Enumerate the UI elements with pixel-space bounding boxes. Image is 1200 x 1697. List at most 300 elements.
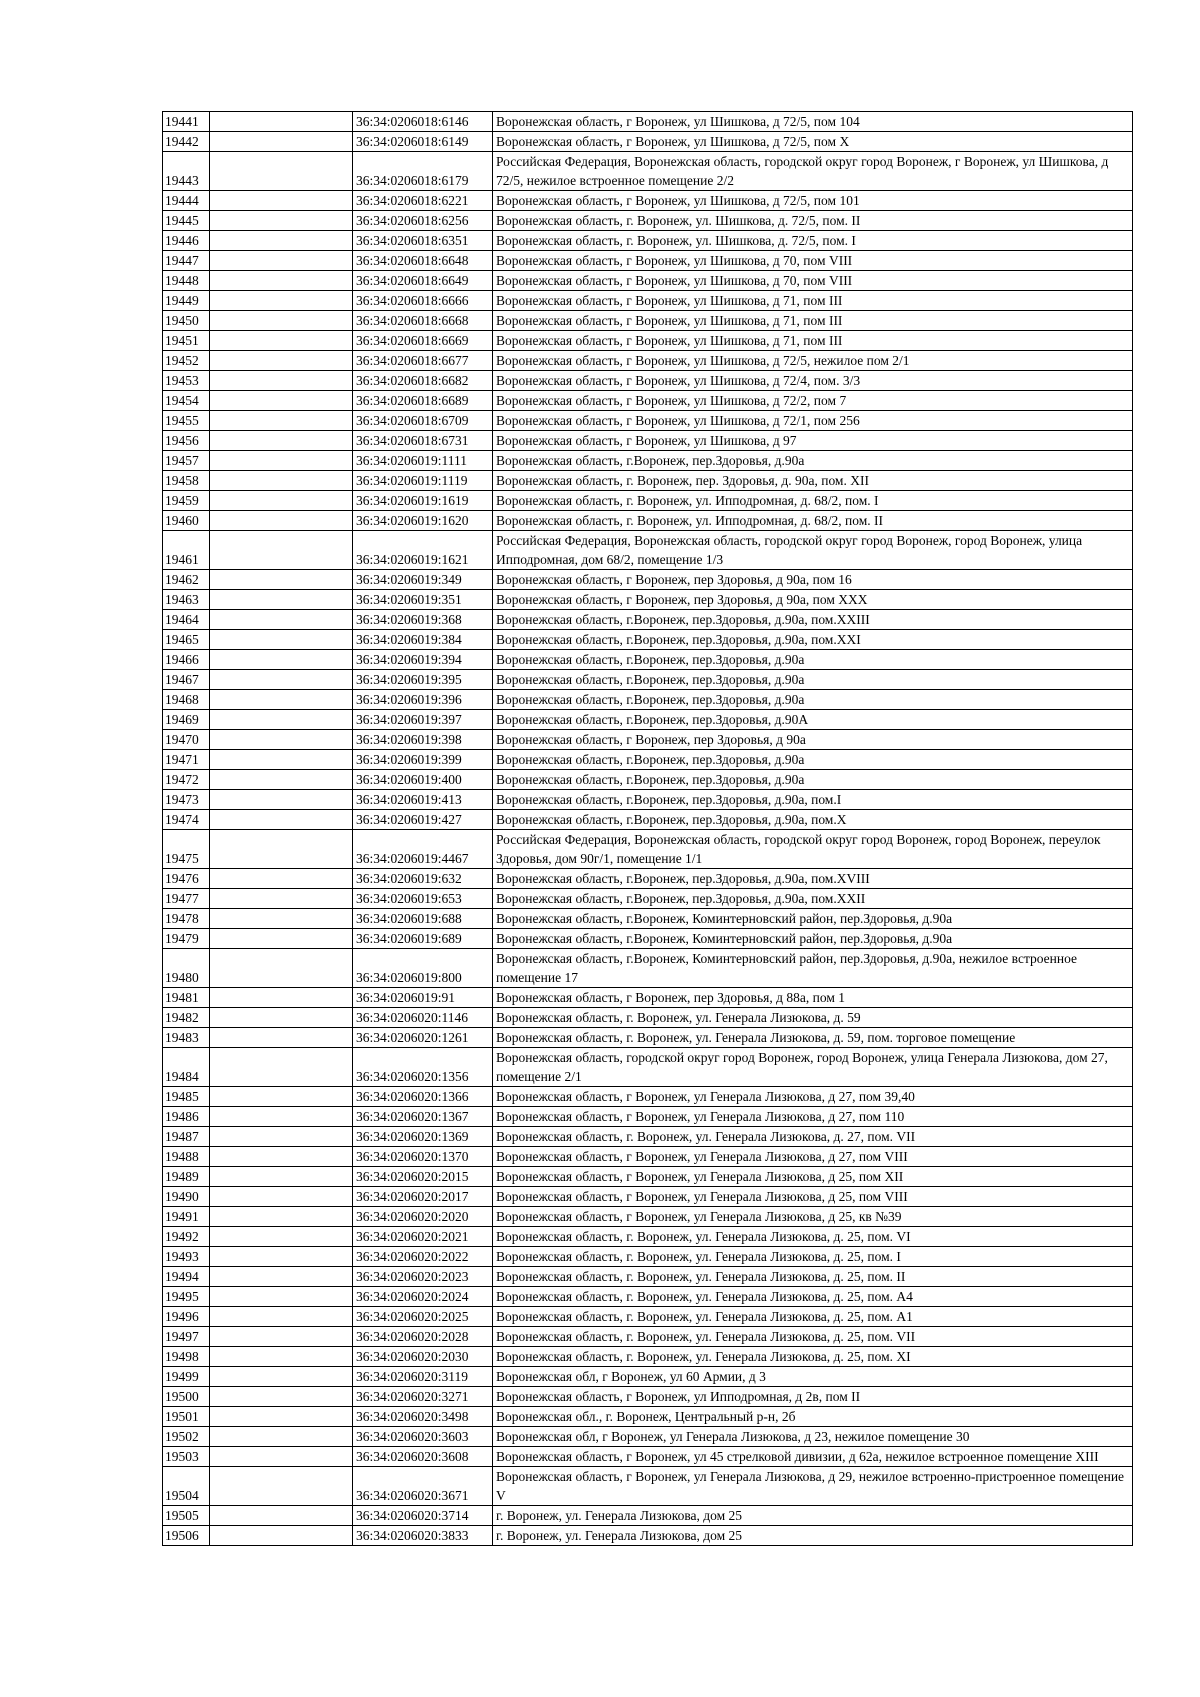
row-number-cell: 19451 [163, 331, 210, 351]
address-cell: Воронежская область, г Воронеж, ул Шишкова, д 70, пом VIII [493, 271, 1133, 291]
cadastral-number-cell: 36:34:0206019:413 [353, 790, 493, 810]
empty-cell [210, 431, 353, 451]
cadastral-number-cell: 36:34:0206019:689 [353, 929, 493, 949]
cadastral-number-cell: 36:34:0206019:384 [353, 630, 493, 650]
table-row [163, 949, 1133, 988]
cadastral-number-cell: 36:34:0206018:6677 [353, 351, 493, 371]
address-cell: Воронежская область, г. Воронеж, ул. Генерала Лизюкова, д. 25, пом. II [493, 1267, 1133, 1287]
empty-cell [210, 1247, 353, 1267]
row-number-cell: 19500 [163, 1387, 210, 1407]
empty-cell [210, 391, 353, 411]
address-cell: Воронежская область, г Воронеж, пер Здоровья, д 88а, пом 1 [493, 988, 1133, 1008]
table-row [163, 331, 1133, 351]
address-cell: Воронежская область, г. Воронеж, ул. Генерала Лизюкова, д. 25, пом. А4 [493, 1287, 1133, 1307]
address-cell: Воронежская область, г.Воронеж, пер.Здоровья, д.90а, пом.XXIII [493, 610, 1133, 630]
cadastral-number-cell: 36:34:0206018:6709 [353, 411, 493, 431]
empty-cell [210, 152, 353, 191]
table-row [163, 431, 1133, 451]
table-row [163, 411, 1133, 431]
address-cell: Воронежская область, г. Воронеж, ул. Генерала Лизюкова, д. 25, пом. VII [493, 1327, 1133, 1347]
address-cell: Воронежская обл., г. Воронеж, Центральный р-н, 2б [493, 1407, 1133, 1427]
table-row [163, 132, 1133, 152]
table-row [163, 1227, 1133, 1247]
cadastral-number-cell: 36:34:0206020:3714 [353, 1506, 493, 1526]
row-number-cell: 19453 [163, 371, 210, 391]
address-cell: Воронежская область, г Воронеж, ул Шишкова, д 72/5, нежилое пом 2/1 [493, 351, 1133, 371]
empty-cell [210, 371, 353, 391]
empty-cell [210, 670, 353, 690]
row-number-cell: 19444 [163, 191, 210, 211]
cadastral-number-cell: 36:34:0206019:398 [353, 730, 493, 750]
row-number-cell: 19497 [163, 1327, 210, 1347]
empty-cell [210, 211, 353, 231]
cadastral-number-cell: 36:34:0206020:2023 [353, 1267, 493, 1287]
empty-cell [210, 869, 353, 889]
row-number-cell: 19468 [163, 690, 210, 710]
cadastral-number-cell: 36:34:0206019:1620 [353, 511, 493, 531]
cadastral-number-cell: 36:34:0206019:688 [353, 909, 493, 929]
address-cell: Воронежская область, г.Воронеж, пер.Здоровья, д.90а, пом.XXII [493, 889, 1133, 909]
address-cell: Воронежская область, г.Воронеж, пер.Здоровья, д.90а [493, 750, 1133, 770]
address-cell: Воронежская область, г. Воронеж, ул. Ипподромная, д. 68/2, пом. II [493, 511, 1133, 531]
row-number-cell: 19486 [163, 1107, 210, 1127]
cadastral-number-cell: 36:34:0206019:632 [353, 869, 493, 889]
empty-cell [210, 949, 353, 988]
empty-cell [210, 929, 353, 949]
table-row [163, 1048, 1133, 1087]
table-row [163, 491, 1133, 511]
cadastral-number-cell: 36:34:0206018:6682 [353, 371, 493, 391]
empty-cell [210, 411, 353, 431]
row-number-cell: 19481 [163, 988, 210, 1008]
empty-cell [210, 710, 353, 730]
empty-cell [210, 112, 353, 132]
cadastral-number-cell: 36:34:0206019:1619 [353, 491, 493, 511]
cadastral-number-cell: 36:34:0206019:91 [353, 988, 493, 1008]
empty-cell [210, 770, 353, 790]
row-number-cell: 19464 [163, 610, 210, 630]
table-row [163, 590, 1133, 610]
cadastral-number-cell: 36:34:0206018:6666 [353, 291, 493, 311]
row-number-cell: 19502 [163, 1427, 210, 1447]
cadastral-number-cell: 36:34:0206020:2030 [353, 1347, 493, 1367]
empty-cell [210, 1307, 353, 1327]
cadastral-number-cell: 36:34:0206020:1370 [353, 1147, 493, 1167]
table-row [163, 710, 1133, 730]
empty-cell [210, 1127, 353, 1147]
address-cell: Российская Федерация, Воронежская область, городской округ город Воронеж, город Воронеж, переулок Здоровья, дом 90г/1, помещение 1/1 [493, 830, 1133, 869]
cadastral-number-cell: 36:34:0206020:3608 [353, 1447, 493, 1467]
row-number-cell: 19503 [163, 1447, 210, 1467]
empty-cell [210, 1427, 353, 1447]
table-row [163, 152, 1133, 191]
row-number-cell: 19480 [163, 949, 210, 988]
table-row [163, 690, 1133, 710]
address-cell: Воронежская область, г Воронеж, ул Шишкова, д 72/5, пом X [493, 132, 1133, 152]
row-number-cell: 19448 [163, 271, 210, 291]
address-cell: Воронежская область, г.Воронеж, пер.Здоровья, д.90а, пом.X [493, 810, 1133, 830]
table-row [163, 1167, 1133, 1187]
empty-cell [210, 1526, 353, 1546]
address-cell: Воронежская область, г Воронеж, ул Генерала Лизюкова, д 27, пом VIII [493, 1147, 1133, 1167]
table-row [163, 112, 1133, 132]
address-cell: Воронежская область, г. Воронеж, ул. Генерала Лизюкова, д. 59, пом. торговое помещение [493, 1028, 1133, 1048]
row-number-cell: 19483 [163, 1028, 210, 1048]
row-number-cell: 19467 [163, 670, 210, 690]
cadastral-number-cell: 36:34:0206019:351 [353, 590, 493, 610]
address-cell: Воронежская область, г Воронеж, ул Генерала Лизюкова, д 29, нежилое встроенно-пристроенное помещение V [493, 1467, 1133, 1506]
cadastral-number-cell: 36:34:0206019:1119 [353, 471, 493, 491]
address-cell: Воронежская область, г. Воронеж, ул. Генерала Лизюкова, д. 25, пом. XI [493, 1347, 1133, 1367]
address-cell: Воронежская область, г Воронеж, ул Шишкова, д 72/2, пом 7 [493, 391, 1133, 411]
empty-cell [210, 610, 353, 630]
row-number-cell: 19465 [163, 630, 210, 650]
address-cell: Воронежская обл, г Воронеж, ул Генерала Лизюкова, д 23, нежилое помещение 30 [493, 1427, 1133, 1447]
table-row [163, 630, 1133, 650]
table-row [163, 929, 1133, 949]
row-number-cell: 19496 [163, 1307, 210, 1327]
empty-cell [210, 1187, 353, 1207]
empty-cell [210, 331, 353, 351]
cadastral-number-cell: 36:34:0206020:2020 [353, 1207, 493, 1227]
table-row [163, 1127, 1133, 1147]
table-row [163, 830, 1133, 869]
table-row [163, 670, 1133, 690]
address-cell: Воронежская область, г Воронеж, ул Шишкова, д 70, пом VIII [493, 251, 1133, 271]
table-row [163, 1407, 1133, 1427]
address-cell: Воронежская область, г Воронеж, ул Шишкова, д 71, пом III [493, 291, 1133, 311]
table-row [163, 570, 1133, 590]
table-row [163, 1147, 1133, 1167]
cadastral-number-cell: 36:34:0206020:1367 [353, 1107, 493, 1127]
row-number-cell: 19493 [163, 1247, 210, 1267]
cadastral-number-cell: 36:34:0206020:2021 [353, 1227, 493, 1247]
row-number-cell: 19455 [163, 411, 210, 431]
address-cell: Воронежская область, г.Воронеж, пер.Здоровья, д.90а [493, 650, 1133, 670]
empty-cell [210, 471, 353, 491]
row-number-cell: 19443 [163, 152, 210, 191]
empty-cell [210, 1447, 353, 1467]
address-cell: Воронежская область, г. Воронеж, ул. Генерала Лизюкова, д. 25, пом. I [493, 1247, 1133, 1267]
address-cell: Воронежская область, г. Воронеж, ул. Ипподромная, д. 68/2, пом. I [493, 491, 1133, 511]
cadastral-number-cell: 36:34:0206019:394 [353, 650, 493, 670]
table-row [163, 1327, 1133, 1347]
row-number-cell: 19501 [163, 1407, 210, 1427]
address-cell: Воронежская область, г. Воронеж, ул. Генерала Лизюкова, д. 25, пом. А1 [493, 1307, 1133, 1327]
table-row [163, 371, 1133, 391]
row-number-cell: 19458 [163, 471, 210, 491]
empty-cell [210, 1147, 353, 1167]
empty-cell [210, 690, 353, 710]
address-cell: Воронежская область, г.Воронеж, Коминтерновский район, пер.Здоровья, д.90а, нежилое встроенное помещение 17 [493, 949, 1133, 988]
empty-cell [210, 1207, 353, 1227]
cadastral-number-cell: 36:34:0206019:1111 [353, 451, 493, 471]
address-cell: Воронежская область, г Воронеж, ул Генерала Лизюкова, д 25, пом VIII [493, 1187, 1133, 1207]
empty-cell [210, 730, 353, 750]
empty-cell [210, 590, 353, 610]
empty-cell [210, 909, 353, 929]
row-number-cell: 19506 [163, 1526, 210, 1546]
row-number-cell: 19485 [163, 1087, 210, 1107]
cadastral-number-cell: 36:34:0206020:3119 [353, 1367, 493, 1387]
address-cell: Воронежская область, г.Воронеж, пер.Здоровья, д.90а [493, 670, 1133, 690]
table-row [163, 391, 1133, 411]
table-row [163, 511, 1133, 531]
cadastral-number-cell: 36:34:0206018:6648 [353, 251, 493, 271]
cadastral-number-cell: 36:34:0206020:2017 [353, 1187, 493, 1207]
address-cell: Воронежская область, г Воронеж, ул Шишкова, д 72/1, пом 256 [493, 411, 1133, 431]
table-row [163, 1526, 1133, 1546]
empty-cell [210, 830, 353, 869]
cadastral-number-cell: 36:34:0206019:349 [353, 570, 493, 590]
table-row [163, 471, 1133, 491]
address-cell: Воронежская область, г. Воронеж, пер. Здоровья, д. 90а, пом. XII [493, 471, 1133, 491]
empty-cell [210, 988, 353, 1008]
cadastral-number-cell: 36:34:0206018:6221 [353, 191, 493, 211]
table-row [163, 1008, 1133, 1028]
address-cell: Воронежская область, г Воронеж, ул Генерала Лизюкова, д 25, кв №39 [493, 1207, 1133, 1227]
cadastral-number-cell: 36:34:0206018:6669 [353, 331, 493, 351]
cadastral-number-cell: 36:34:0206019:653 [353, 889, 493, 909]
table-row [163, 610, 1133, 630]
cadastral-number-cell: 36:34:0206020:3833 [353, 1526, 493, 1546]
empty-cell [210, 1287, 353, 1307]
empty-cell [210, 311, 353, 331]
table-row [163, 750, 1133, 770]
table-row [163, 869, 1133, 889]
table-row [163, 1347, 1133, 1367]
cadastral-number-cell: 36:34:0206020:2028 [353, 1327, 493, 1347]
empty-cell [210, 1107, 353, 1127]
row-number-cell: 19472 [163, 770, 210, 790]
table-row [163, 311, 1133, 331]
cadastral-number-cell: 36:34:0206018:6351 [353, 231, 493, 251]
cadastral-number-cell: 36:34:0206018:6179 [353, 152, 493, 191]
row-number-cell: 19463 [163, 590, 210, 610]
cadastral-number-cell: 36:34:0206020:3603 [353, 1427, 493, 1447]
row-number-cell: 19460 [163, 511, 210, 531]
cadastral-number-cell: 36:34:0206019:399 [353, 750, 493, 770]
address-cell: г. Воронеж, ул. Генерала Лизюкова, дом 25 [493, 1506, 1133, 1526]
row-number-cell: 19477 [163, 889, 210, 909]
table-row [163, 1387, 1133, 1407]
row-number-cell: 19476 [163, 869, 210, 889]
address-cell: Воронежская область, г. Воронеж, ул. Генерала Лизюкова, д. 27, пом. VII [493, 1127, 1133, 1147]
cadastral-number-cell: 36:34:0206020:2025 [353, 1307, 493, 1327]
cadastral-number-cell: 36:34:0206020:2022 [353, 1247, 493, 1267]
table-row [163, 1028, 1133, 1048]
row-number-cell: 19469 [163, 710, 210, 730]
table-row [163, 1287, 1133, 1307]
address-cell: Воронежская область, г Воронеж, ул Генерала Лизюкова, д 25, пом XII [493, 1167, 1133, 1187]
property-registry-body [163, 112, 1133, 1546]
cadastral-number-cell: 36:34:0206020:1356 [353, 1048, 493, 1087]
address-cell: Воронежская область, г.Воронеж, Коминтерновский район, пер.Здоровья, д.90а [493, 909, 1133, 929]
cadastral-number-cell: 36:34:0206020:2024 [353, 1287, 493, 1307]
cadastral-number-cell: 36:34:0206018:6149 [353, 132, 493, 152]
row-number-cell: 19447 [163, 251, 210, 271]
address-cell: Воронежская область, г Воронеж, ул Шишкова, д 71, пом III [493, 331, 1133, 351]
row-number-cell: 19494 [163, 1267, 210, 1287]
table-row [163, 1427, 1133, 1447]
cadastral-number-cell: 36:34:0206018:6731 [353, 431, 493, 451]
row-number-cell: 19466 [163, 650, 210, 670]
empty-cell [210, 1367, 353, 1387]
row-number-cell: 19499 [163, 1367, 210, 1387]
cadastral-number-cell: 36:34:0206020:1146 [353, 1008, 493, 1028]
row-number-cell: 19492 [163, 1227, 210, 1247]
empty-cell [210, 1008, 353, 1028]
row-number-cell: 19442 [163, 132, 210, 152]
row-number-cell: 19441 [163, 112, 210, 132]
row-number-cell: 19487 [163, 1127, 210, 1147]
empty-cell [210, 491, 353, 511]
empty-cell [210, 1167, 353, 1187]
address-cell: Российская Федерация, Воронежская область, городской округ город Воронеж, г Воронеж, ул Шишкова, д 72/5, нежилое встроенное помещение 2/2 [493, 152, 1133, 191]
row-number-cell: 19452 [163, 351, 210, 371]
address-cell: Воронежская область, г.Воронеж, пер.Здоровья, д.90А [493, 710, 1133, 730]
cadastral-number-cell: 36:34:0206020:3271 [353, 1387, 493, 1407]
row-number-cell: 19456 [163, 431, 210, 451]
table-row [163, 271, 1133, 291]
address-cell: Воронежская область, г Воронеж, ул Шишкова, д 71, пом III [493, 311, 1133, 331]
table-row [163, 251, 1133, 271]
empty-cell [210, 1227, 353, 1247]
cadastral-number-cell: 36:34:0206018:6689 [353, 391, 493, 411]
row-number-cell: 19488 [163, 1147, 210, 1167]
cadastral-number-cell: 36:34:0206020:1366 [353, 1087, 493, 1107]
address-cell: Воронежская область, городской округ город Воронеж, город Воронеж, улица Генерала Лизюкова, дом 27, помещение 2/1 [493, 1048, 1133, 1087]
table-row [163, 1207, 1133, 1227]
address-cell: Воронежская область, г.Воронеж, пер.Здоровья, д.90а, пом.XXI [493, 630, 1133, 650]
row-number-cell: 19498 [163, 1347, 210, 1367]
empty-cell [210, 790, 353, 810]
address-cell: Воронежская область, г Воронеж, пер Здоровья, д 90а, пом 16 [493, 570, 1133, 590]
address-cell: Воронежская область, г. Воронеж, ул. Генерала Лизюкова, д. 25, пом. VI [493, 1227, 1133, 1247]
cadastral-number-cell: 36:34:0206020:1261 [353, 1028, 493, 1048]
empty-cell [210, 570, 353, 590]
empty-cell [210, 1506, 353, 1526]
cadastral-number-cell: 36:34:0206018:6649 [353, 271, 493, 291]
table-row [163, 988, 1133, 1008]
row-number-cell: 19470 [163, 730, 210, 750]
address-cell: Воронежская область, г.Воронеж, пер.Здоровья, д.90а [493, 690, 1133, 710]
table-row [163, 1087, 1133, 1107]
cadastral-number-cell: 36:34:0206020:3671 [353, 1467, 493, 1506]
address-cell: Воронежская область, г. Воронеж, ул. Генерала Лизюкова, д. 59 [493, 1008, 1133, 1028]
table-row [163, 730, 1133, 750]
empty-cell [210, 231, 353, 251]
cadastral-number-cell: 36:34:0206018:6256 [353, 211, 493, 231]
row-number-cell: 19489 [163, 1167, 210, 1187]
table-row [163, 810, 1133, 830]
empty-cell [210, 271, 353, 291]
table-row [163, 1247, 1133, 1267]
table-row [163, 790, 1133, 810]
address-cell: Воронежская область, г Воронеж, ул Генерала Лизюкова, д 27, пом 110 [493, 1107, 1133, 1127]
address-cell: Воронежская область, г Воронеж, ул 45 стрелковой дивизии, д 62а, нежилое встроенное помещение XIII [493, 1447, 1133, 1467]
address-cell: Воронежская область, г Воронеж, ул Шишкова, д 72/5, пом 101 [493, 191, 1133, 211]
cadastral-number-cell: 36:34:0206019:800 [353, 949, 493, 988]
cadastral-number-cell: 36:34:0206019:368 [353, 610, 493, 630]
address-cell: Воронежская область, г.Воронеж, пер.Здоровья, д.90а [493, 451, 1133, 471]
row-number-cell: 19473 [163, 790, 210, 810]
address-cell: Воронежская область, г. Воронеж, ул. Шишкова, д. 72/5, пом. II [493, 211, 1133, 231]
cadastral-number-cell: 36:34:0206020:3498 [353, 1407, 493, 1427]
address-cell: Воронежская область, г. Воронеж, ул. Шишкова, д. 72/5, пом. I [493, 231, 1133, 251]
table-row [163, 1267, 1133, 1287]
empty-cell [210, 511, 353, 531]
cadastral-number-cell: 36:34:0206020:1369 [353, 1127, 493, 1147]
table-row [163, 889, 1133, 909]
table-row [163, 1506, 1133, 1526]
row-number-cell: 19459 [163, 491, 210, 511]
table-row [163, 1367, 1133, 1387]
empty-cell [210, 191, 353, 211]
empty-cell [210, 1347, 353, 1367]
cadastral-number-cell: 36:34:0206019:427 [353, 810, 493, 830]
cadastral-number-cell: 36:34:0206019:400 [353, 770, 493, 790]
empty-cell [210, 291, 353, 311]
cadastral-number-cell: 36:34:0206019:4467 [353, 830, 493, 869]
empty-cell [210, 1387, 353, 1407]
table-row [163, 351, 1133, 371]
row-number-cell: 19450 [163, 311, 210, 331]
row-number-cell: 19491 [163, 1207, 210, 1227]
address-cell: Воронежская область, г Воронеж, ул Шишкова, д 72/5, пом 104 [493, 112, 1133, 132]
address-cell: Российская Федерация, Воронежская область, городской округ город Воронеж, город Воронеж, улица Ипподромная, дом 68/2, помещение 1/3 [493, 531, 1133, 570]
address-cell: г. Воронеж, ул. Генерала Лизюкова, дом 25 [493, 1526, 1133, 1546]
table-row [163, 531, 1133, 570]
row-number-cell: 19474 [163, 810, 210, 830]
row-number-cell: 19505 [163, 1506, 210, 1526]
empty-cell [210, 889, 353, 909]
address-cell: Воронежская область, г Воронеж, пер Здоровья, д 90а, пом XXX [493, 590, 1133, 610]
table-row [163, 451, 1133, 471]
address-cell: Воронежская область, г Воронеж, ул Шишкова, д 72/4, пом. 3/3 [493, 371, 1133, 391]
row-number-cell: 19454 [163, 391, 210, 411]
row-number-cell: 19471 [163, 750, 210, 770]
row-number-cell: 19446 [163, 231, 210, 251]
empty-cell [210, 451, 353, 471]
cadastral-number-cell: 36:34:0206019:397 [353, 710, 493, 730]
row-number-cell: 19445 [163, 211, 210, 231]
table-row [163, 909, 1133, 929]
table-row [163, 231, 1133, 251]
empty-cell [210, 251, 353, 271]
empty-cell [210, 1327, 353, 1347]
table-row [163, 1107, 1133, 1127]
table-row [163, 1467, 1133, 1506]
table-row [163, 1187, 1133, 1207]
cadastral-number-cell: 36:34:0206018:6146 [353, 112, 493, 132]
empty-cell [210, 531, 353, 570]
empty-cell [210, 810, 353, 830]
empty-cell [210, 1267, 353, 1287]
address-cell: Воронежская область, г Воронеж, ул Шишкова, д 97 [493, 431, 1133, 451]
cadastral-number-cell: 36:34:0206018:6668 [353, 311, 493, 331]
address-cell: Воронежская область, г.Воронеж, пер.Здоровья, д.90а [493, 770, 1133, 790]
row-number-cell: 19462 [163, 570, 210, 590]
row-number-cell: 19478 [163, 909, 210, 929]
empty-cell [210, 351, 353, 371]
cadastral-number-cell: 36:34:0206020:2015 [353, 1167, 493, 1187]
row-number-cell: 19482 [163, 1008, 210, 1028]
address-cell: Воронежская область, г.Воронеж, пер.Здоровья, д.90а, пом.XVIII [493, 869, 1133, 889]
address-cell: Воронежская область, г.Воронеж, Коминтерновский район, пер.Здоровья, д.90а [493, 929, 1133, 949]
empty-cell [210, 630, 353, 650]
row-number-cell: 19457 [163, 451, 210, 471]
